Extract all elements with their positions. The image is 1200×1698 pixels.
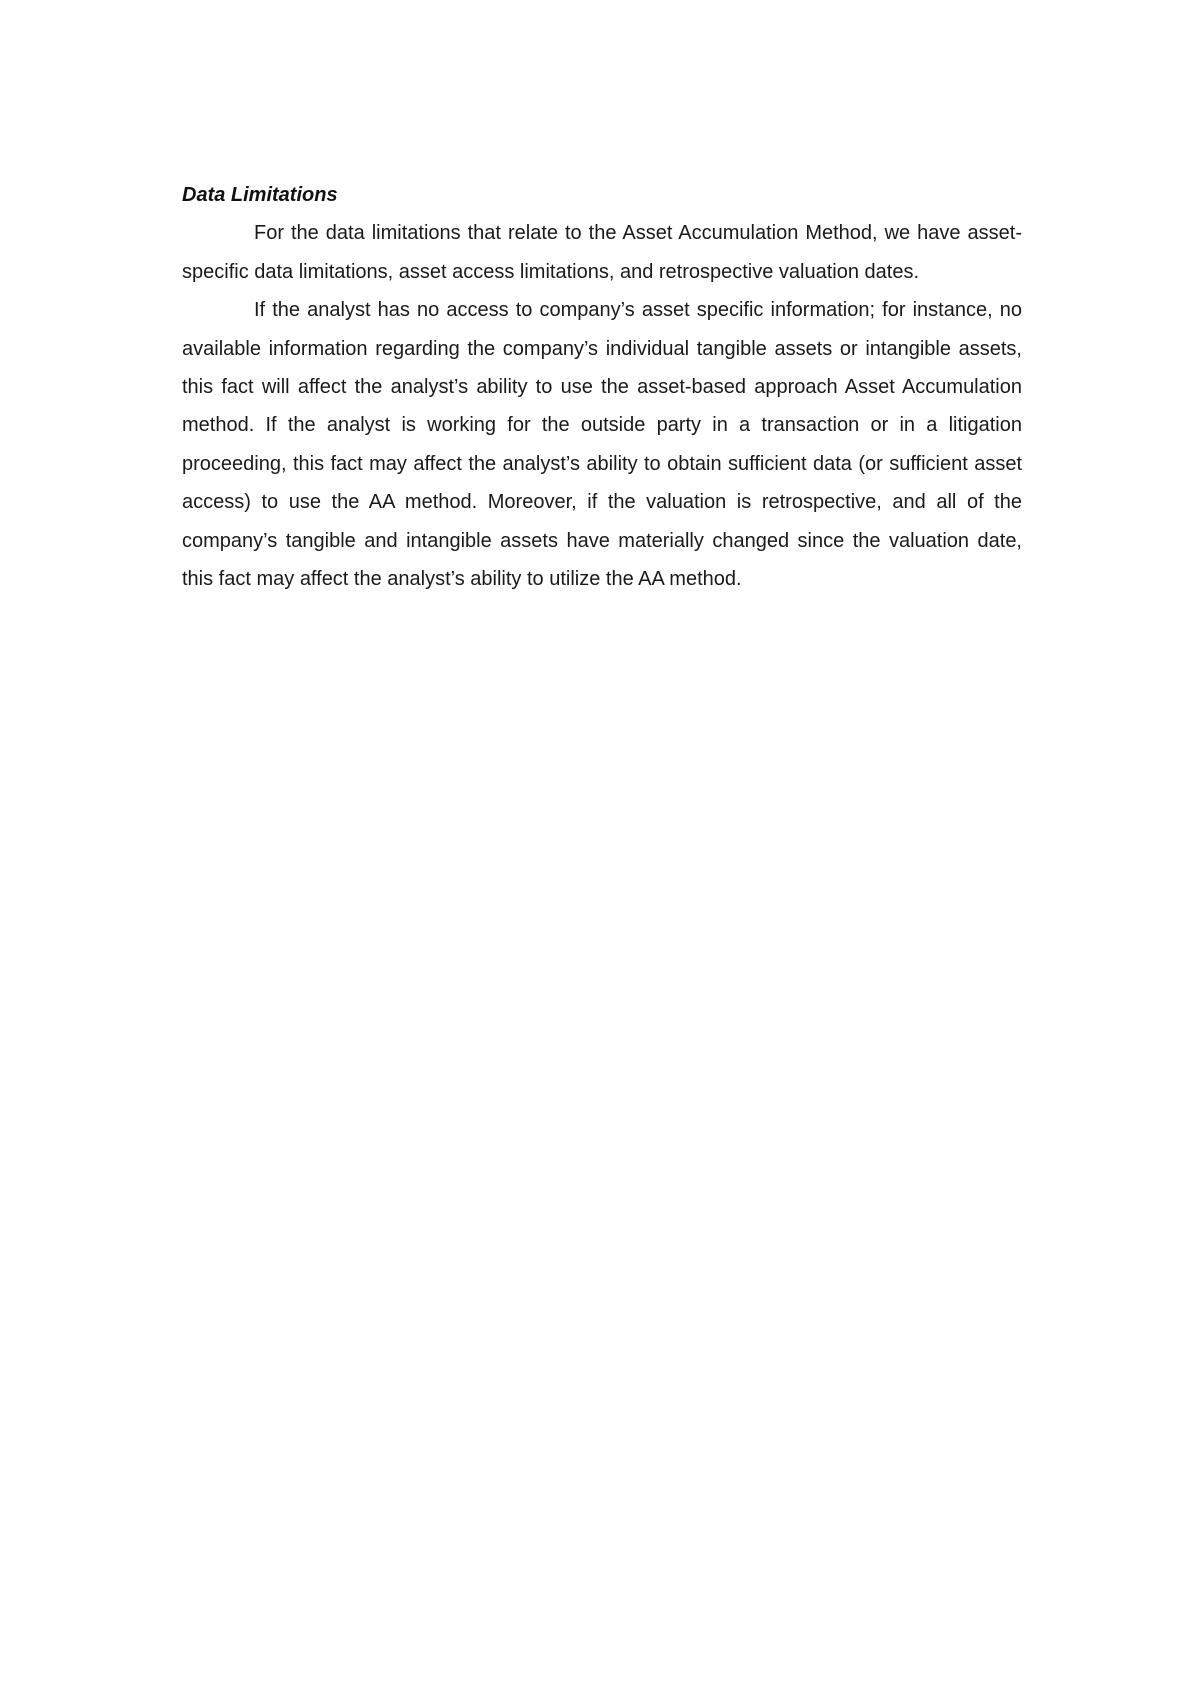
paragraph-1: For the data limitations that relate to the Asset Accumulation Method, we have asset-specific data limitations, asset access limitations, and retrospective valuation dates. bbox=[182, 222, 1022, 283]
section-heading: Data Limitations bbox=[182, 184, 338, 206]
document-body bbox=[182, 176, 1022, 598]
paragraph-2: If the analyst has no access to company’s asset specific information; for instance, no available information regarding the company’s individual tangible assets or intangible assets, this fact will affect the analyst’s ability to use the asset-based approach Asset Accumulation method. If the analyst is working for the outside party in a transaction or in a litigation proceeding, this fact may affect the analyst’s ability to obtain sufficient data (or sufficient asset access) to use the AA method. Moreover, if the valuation is retrospective, and all of the company’s tangible and intangible assets have materially changed since the valuation date, this fact may affect the analyst’s ability to utilize the AA method. bbox=[182, 299, 1022, 591]
